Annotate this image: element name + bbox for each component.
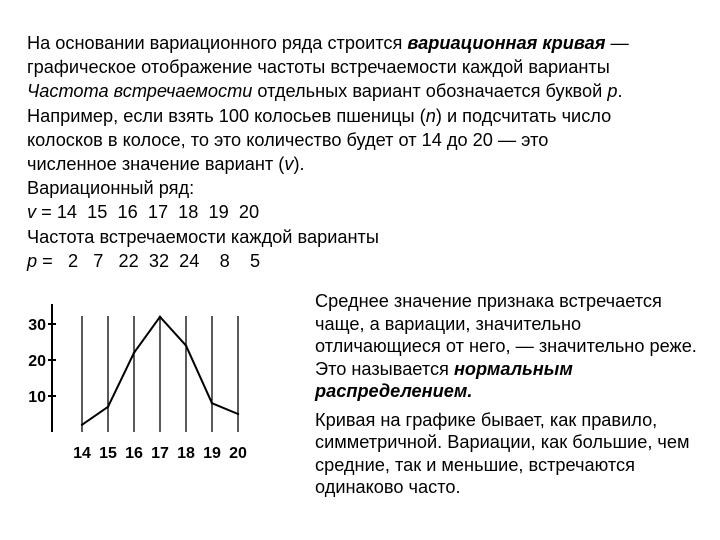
variation-curve-chart (15, 298, 315, 478)
text-line (27, 225, 707, 249)
x-tick-label: 20 (229, 445, 247, 462)
term-frequency: Частота встречаемости (27, 81, 253, 102)
text-run: колосков в колосе, то это количество будет от 14 до 20 — это (27, 129, 549, 150)
text-line (27, 176, 707, 200)
intro-paragraph (27, 31, 707, 273)
x-tick-label: 16 (125, 445, 143, 462)
data-point (185, 344, 187, 346)
text-run: Частота встречаемости каждой варианты (27, 226, 379, 247)
x-tick-labels (73, 445, 247, 462)
text-line (27, 55, 707, 79)
text-line (27, 104, 707, 128)
text-run: численное значение вариант ( (27, 154, 285, 175)
text-run: графическое отображение частоты встречаемости каждой варианты (27, 57, 610, 78)
data-point (211, 402, 213, 404)
text-run: ). (293, 154, 305, 175)
x-tick-label: 14 (73, 445, 91, 462)
symbol-v: v (284, 154, 294, 175)
text-line (27, 152, 707, 176)
y-tick-label: 20 (28, 353, 46, 370)
x-tick-label: 17 (151, 445, 169, 462)
text-line (27, 31, 707, 55)
text-line (27, 79, 707, 103)
text-run: — (605, 33, 629, 53)
text-run: Среднее значение признака встречается чаще, а вариации, значительно отличающиеся от него, — значительно реже. Это называется (315, 291, 697, 379)
data-point (237, 413, 239, 415)
variation-series-values: = 14 15 16 17 18 19 20 (36, 202, 260, 223)
symbol-p: р (607, 81, 618, 102)
x-tick-label: 19 (203, 445, 221, 462)
data-point (107, 406, 109, 408)
explanation-text (315, 290, 710, 499)
text-run: Вариационный ряд: (27, 178, 195, 199)
text-run: Например, если взять 100 колосьев пшеницы ( (27, 105, 426, 126)
term-normal-distribution: нормальным распределением. (315, 358, 573, 401)
text-run: На основании вариационного ряда строится (27, 33, 408, 53)
symbol-v: v (27, 202, 37, 223)
x-tick-label: 15 (99, 445, 117, 462)
text-run: отдельных вариант обозначается буквой (252, 81, 608, 102)
y-tick-label: 30 (28, 317, 46, 334)
symbol-n: n (425, 105, 436, 126)
term-variation-curve: вариационная кривая (407, 33, 606, 53)
paragraph-normal-distribution (315, 290, 710, 403)
grid-lines (82, 316, 238, 432)
text-line (27, 128, 707, 152)
data-point (133, 352, 135, 354)
text-run: ) и подсчитать число (435, 105, 612, 126)
y-tick-label: 10 (28, 389, 46, 406)
frequency-values: = 2 7 22 32 24 8 5 (37, 250, 261, 271)
x-tick-label: 18 (177, 445, 195, 462)
paragraph-symmetry: Кривая на графике бывает, как правило, симметричной. Вариации, как большие, чем средние, так и меньшие, встречаются одинаково часто. (315, 409, 690, 497)
text-run: . (617, 81, 623, 102)
data-point (81, 424, 83, 426)
text-line (27, 249, 707, 273)
text-line (27, 200, 707, 224)
symbol-p: р (27, 250, 38, 271)
data-point (159, 316, 161, 318)
